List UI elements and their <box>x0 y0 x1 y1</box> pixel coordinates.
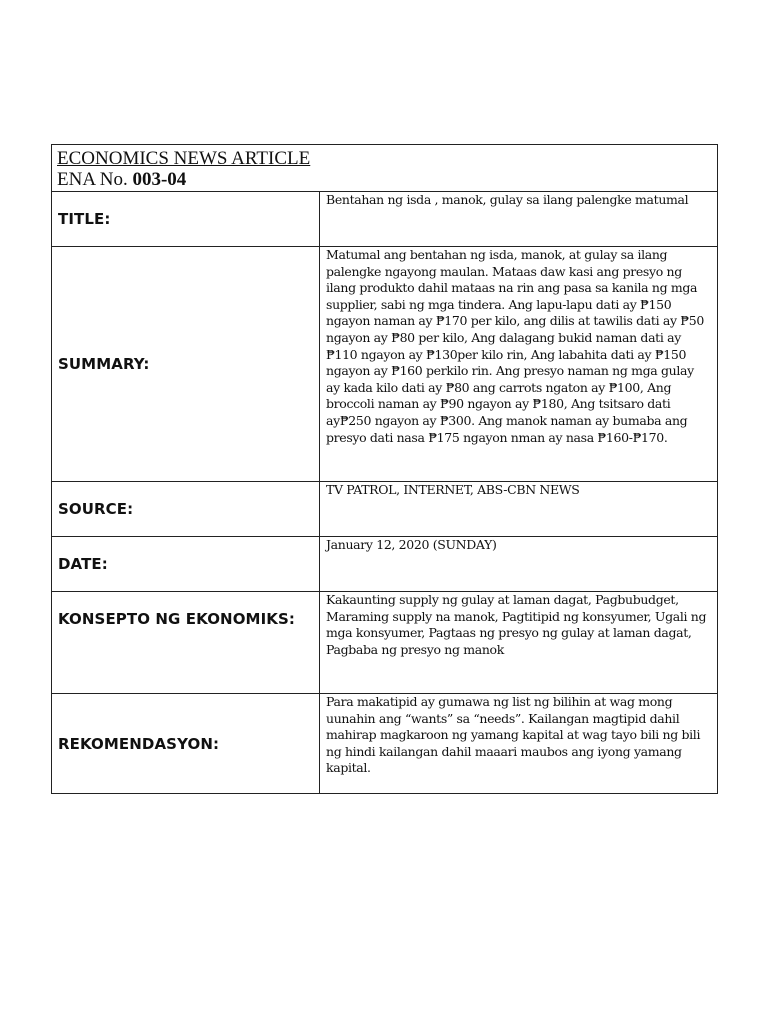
news-article-form <box>51 144 718 794</box>
form-header <box>51 144 718 191</box>
article-details-table <box>51 191 718 794</box>
date-value: January 12, 2020 (SUNDAY) <box>320 537 718 592</box>
rekomendasyon-label: REKOMENDASYON: <box>52 694 320 794</box>
date-label: DATE: <box>52 537 320 592</box>
ena-number-line <box>57 169 717 191</box>
title-label: TITLE: <box>52 192 320 247</box>
summary-value: Matumal ang bentahan ng isda, manok, at gulay sa ilang palengke ngayong maulan. Mataas daw kasi ang presyo ng ilang produkto dahil mataas na rin ang pasa sa kanila ng mga supplier, sabi ng mga tindera. Ang lapu-lapu dati ay ₱150 ngayon naman ay ₱170 per kilo, ang dilis at tawilis dati ay ₱50 ngayon ay ₱80 per kilo, Ang dalagang bukid naman dati ay ₱110 ngayon ay ₱130per kilo rin, Ang labahita dati ay ₱150 ngayon ay ₱160 perkilo rin. Ang presyo naman ng mga gulay ay kada kilo dati ay ₱80 ang carrots ngaton ay ₱100, Ang broccoli naman ay ₱90 ngayon ay ₱180, Ang tsitsaro dati ay₱250 ngayon ay ₱300. Ang manok naman ay bumaba ang presyo dati nasa ₱175 ngayon nman ay nasa ₱160-₱170. <box>320 247 718 482</box>
row-source <box>52 482 718 537</box>
ena-prefix: ENA No. <box>57 169 133 190</box>
row-date <box>52 537 718 592</box>
form-title: ECONOMICS NEWS ARTICLE <box>57 148 311 169</box>
row-konsepto <box>52 592 718 694</box>
konsepto-value: Kakaunting supply ng gulay at laman dagat, Pagbubudget, Maraming supply na manok, Pagtitipid ng konsyumer, Ugali ng mga konsyumer, Pagtaas ng presyo ng gulay at laman dagat, Pagbaba ng presyo ng manok <box>320 592 718 694</box>
row-rekomendasyon <box>52 694 718 794</box>
source-label: SOURCE: <box>52 482 320 537</box>
rekomendasyon-value: Para makatipid ay gumawa ng list ng bilihin at wag mong uunahin ang “wants” sa “needs”. Kailangan magtipid dahil mahirap magkaroon ng yamang kapital at wag tayo bili ng bili ng hindi kailangan dahil maaari maubos ang iyong yamang kapital. <box>320 694 718 794</box>
konsepto-label: KONSEPTO NG EKONOMIKS: <box>52 592 320 694</box>
row-title <box>52 192 718 247</box>
summary-label: SUMMARY: <box>52 247 320 482</box>
source-value: TV PATROL, INTERNET, ABS-CBN NEWS <box>320 482 718 537</box>
row-summary <box>52 247 718 482</box>
ena-number: 003-04 <box>132 169 187 190</box>
title-value: Bentahan ng isda , manok, gulay sa ilang palengke matumal <box>320 192 718 247</box>
